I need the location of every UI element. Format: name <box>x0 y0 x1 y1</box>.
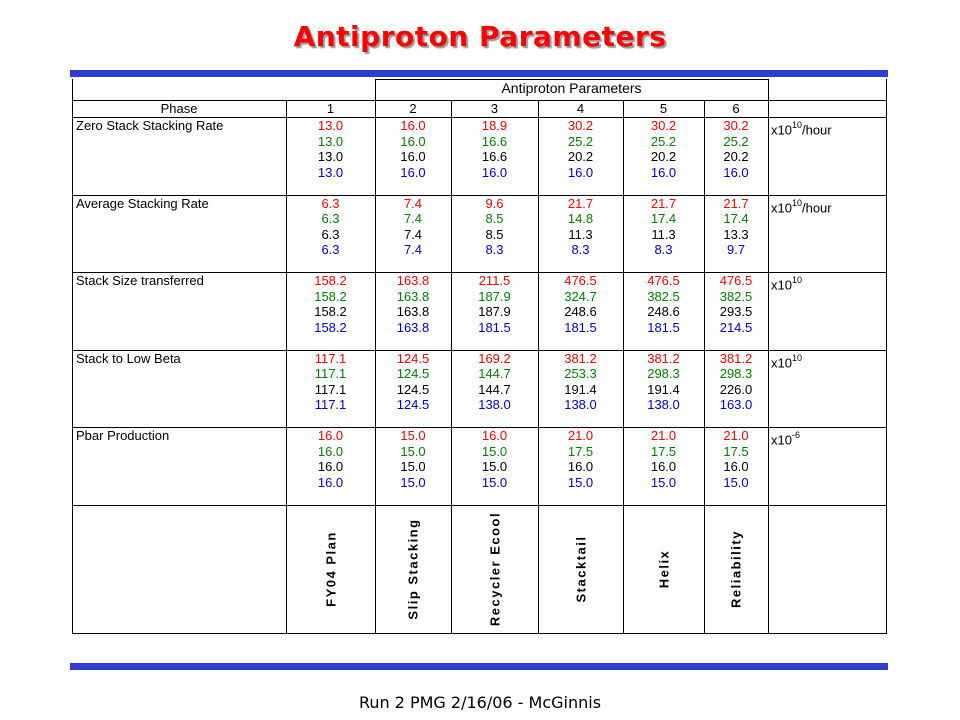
table-cell: 117.1 <box>314 366 347 381</box>
table-cell: 191.4 <box>564 381 597 397</box>
table-cell: 158.2 <box>314 273 347 288</box>
table-cell: 163.8 <box>396 304 430 319</box>
table-cell: 8.5 <box>485 226 504 242</box>
table-cell: 15.0 <box>400 459 426 474</box>
table-cell: 7.4 <box>403 211 423 226</box>
table-cell: 191.4 <box>647 381 680 397</box>
table-cell: 30.2 <box>567 118 594 133</box>
table-cell: 15.0 <box>723 474 749 490</box>
table-cell: 226.0 <box>719 381 753 397</box>
table-cell: 181.5 <box>647 319 680 335</box>
table-cell: 15.0 <box>481 443 508 459</box>
table-cell: 13.0 <box>317 118 344 133</box>
unit-exponent: 10 <box>791 197 802 208</box>
table-cell: 476.5 <box>564 273 597 288</box>
table-cell: 6.3 <box>321 226 340 242</box>
unit-tail: /hour <box>801 122 832 138</box>
table-cell: 21.0 <box>567 428 594 443</box>
table-cell: 15.0 <box>650 474 677 490</box>
phase-number: 4 <box>576 101 585 116</box>
table-cell: 16.0 <box>567 164 594 180</box>
table-cell: 138.0 <box>564 397 597 412</box>
table-cell: 16.0 <box>567 459 594 474</box>
table-cell: 6.3 <box>321 195 340 211</box>
phase-number: 3 <box>490 101 499 116</box>
table-cell: 15.0 <box>481 459 508 474</box>
table-cell: 163.0 <box>719 397 753 412</box>
table-cell: 158.2 <box>314 304 347 319</box>
table-cell: 15.0 <box>400 474 426 490</box>
parameter-name: Zero Stack Stacking Rate <box>76 118 224 133</box>
table-cell: 117.1 <box>314 381 347 397</box>
table-cell: 8.5 <box>485 211 504 226</box>
table-cell: 16.6 <box>481 149 508 164</box>
table-cell: 25.2 <box>723 133 749 149</box>
unit-tail: /hour <box>801 199 832 215</box>
table-cell: 248.6 <box>564 304 597 319</box>
table-cell: 11.3 <box>651 226 676 242</box>
table-cell: 13.3 <box>723 226 749 242</box>
table-cell: 138.0 <box>647 397 680 412</box>
table-cell: 16.0 <box>400 133 426 149</box>
unit-label <box>771 196 832 216</box>
column-divider <box>768 101 769 634</box>
table-cell: 16.0 <box>650 459 677 474</box>
footer-text: Run 2 PMG 2/16/06 - McGinnis <box>358 693 602 712</box>
table-cell: 16.6 <box>481 133 508 149</box>
table-cell: 476.5 <box>719 273 753 288</box>
table-cell: 298.3 <box>719 366 753 381</box>
table-cell: 7.4 <box>403 226 423 242</box>
phase-name: Recycler Ecool <box>487 512 502 627</box>
top-divider <box>70 70 888 77</box>
phase-name: Helix <box>656 549 671 589</box>
table-cell: 16.0 <box>723 164 749 180</box>
table-cell: 8.3 <box>654 242 673 257</box>
table-cell: 181.5 <box>564 319 597 335</box>
unit-exponent: -6 <box>791 430 800 440</box>
table-cell: 124.5 <box>396 397 430 412</box>
table-cell: 30.2 <box>723 118 749 133</box>
table-cell: 20.2 <box>567 149 594 164</box>
table-cell: 15.0 <box>481 474 508 490</box>
table-cell: 15.0 <box>400 443 426 459</box>
phase-number: 2 <box>409 101 417 116</box>
table-cell: 187.9 <box>478 304 511 319</box>
table-cell: 248.6 <box>647 304 680 319</box>
table-cell: 17.5 <box>567 443 594 459</box>
bottom-divider <box>70 663 888 670</box>
table-cell: 382.5 <box>719 288 753 304</box>
parameter-name: Pbar Production <box>76 428 170 443</box>
table-cell: 117.1 <box>314 397 347 412</box>
phase-number: 5 <box>659 101 668 116</box>
table-cell: 13.0 <box>317 164 344 180</box>
parameter-name: Stack to Low Beta <box>76 350 181 366</box>
table-header: Antiproton Parameters <box>501 80 642 96</box>
table-cell: 16.0 <box>723 459 749 474</box>
table-cell: 17.4 <box>723 211 749 226</box>
unit-label <box>771 428 800 448</box>
table-cell: 17.4 <box>650 211 677 226</box>
table-cell: 6.3 <box>321 211 340 226</box>
table-cell: 163.8 <box>396 319 430 335</box>
table-cell: 21.7 <box>723 195 749 211</box>
table-cell: 17.5 <box>723 443 749 459</box>
table-cell: 181.5 <box>478 319 511 335</box>
table-cell: 21.7 <box>650 195 677 211</box>
table-cell: 18.9 <box>481 118 508 133</box>
table-cell: 16.0 <box>400 118 426 133</box>
unit-label <box>771 273 802 293</box>
table-cell: 15.0 <box>400 428 426 443</box>
table-cell: 476.5 <box>647 273 680 288</box>
phase-name: Slip Stacking <box>405 518 421 620</box>
table-cell: 214.5 <box>719 319 753 335</box>
parameter-name: Stack Size transferred <box>76 273 204 288</box>
table-cell: 144.7 <box>478 381 511 397</box>
table-cell: 138.0 <box>478 397 511 412</box>
table-cell: 253.3 <box>564 366 597 381</box>
table-cell: 382.5 <box>647 288 680 304</box>
table-cell: 124.5 <box>396 381 430 397</box>
parameters-table <box>72 79 887 635</box>
table-cell: 13.0 <box>317 133 344 149</box>
phase-name: Reliability <box>728 530 744 609</box>
table-cell: 381.2 <box>719 350 753 366</box>
unit-base: x10 <box>771 354 792 370</box>
table-cell: 25.2 <box>567 133 594 149</box>
table-cell: 8.3 <box>571 242 590 257</box>
table-border-bottom <box>72 633 887 634</box>
table-cell: 16.0 <box>317 474 344 490</box>
unit-exponent: 10 <box>791 275 802 285</box>
table-cell: 169.2 <box>478 350 511 366</box>
table-cell: 21.7 <box>567 195 594 211</box>
table-cell: 298.3 <box>647 366 680 381</box>
table-cell: 16.0 <box>400 164 426 180</box>
table-cell: 9.7 <box>726 242 746 257</box>
unit-base: x10 <box>771 122 792 138</box>
table-cell: 25.2 <box>650 133 677 149</box>
table-cell: 20.2 <box>650 149 677 164</box>
parameter-name: Average Stacking Rate <box>76 195 209 211</box>
table-cell: 117.1 <box>314 350 347 366</box>
table-cell: 20.2 <box>723 149 749 164</box>
table-cell: 9.6 <box>485 195 504 211</box>
table-cell: 144.7 <box>478 366 511 381</box>
unit-exponent: 10 <box>791 352 802 363</box>
table-cell: 381.2 <box>647 350 680 366</box>
table-cell: 8.3 <box>485 242 504 257</box>
table-cell: 30.2 <box>650 118 677 133</box>
table-cell: 163.8 <box>396 273 430 288</box>
phase-name: Stacktail <box>573 535 588 603</box>
page-title: Antiproton Parameters <box>293 20 667 53</box>
table-cell: 124.5 <box>396 350 430 366</box>
table-cell: 187.9 <box>478 288 511 304</box>
table-cell: 158.2 <box>314 288 347 304</box>
table-cell: 16.0 <box>400 149 426 164</box>
table-cell: 381.2 <box>564 350 597 366</box>
unit-base: x10 <box>771 277 792 293</box>
table-cell: 17.5 <box>650 443 677 459</box>
phase-name: FY04 Plan <box>323 531 338 608</box>
table-cell: 7.4 <box>403 195 423 211</box>
unit-label <box>771 118 832 138</box>
table-cell: 324.7 <box>564 288 597 304</box>
table-cell: 16.0 <box>650 164 677 180</box>
table-cell: 293.5 <box>719 304 753 319</box>
table-cell: 16.0 <box>317 428 344 443</box>
table-cell: 11.3 <box>568 226 593 242</box>
table-cell: 13.0 <box>317 149 344 164</box>
table-border-left <box>72 79 73 634</box>
phase-label: Phase <box>160 101 198 116</box>
table-cell: 211.5 <box>478 273 511 288</box>
table-cell: 6.3 <box>321 242 340 257</box>
table-cell: 16.0 <box>317 443 344 459</box>
table-cell: 15.0 <box>567 474 594 490</box>
table-border-right <box>886 79 887 634</box>
phase-number: 6 <box>732 101 740 116</box>
table-cell: 124.5 <box>396 366 430 381</box>
table-cell: 14.8 <box>567 211 594 226</box>
table-cell: 7.4 <box>403 242 423 257</box>
header-right-rule <box>768 79 769 101</box>
table-cell: 16.0 <box>317 459 344 474</box>
unit-base: x10 <box>771 199 792 215</box>
phase-number: 1 <box>326 101 335 116</box>
label-panel-top-rule <box>72 505 887 506</box>
table-cell: 158.2 <box>314 319 347 335</box>
table-cell: 21.0 <box>650 428 677 443</box>
table-cell: 163.8 <box>396 288 430 304</box>
unit-label <box>771 351 802 371</box>
table-cell: 16.0 <box>481 164 508 180</box>
unit-exponent: 10 <box>791 120 802 130</box>
table-cell: 16.0 <box>481 428 508 443</box>
unit-base: x10 <box>771 432 792 448</box>
table-cell: 21.0 <box>723 428 749 443</box>
